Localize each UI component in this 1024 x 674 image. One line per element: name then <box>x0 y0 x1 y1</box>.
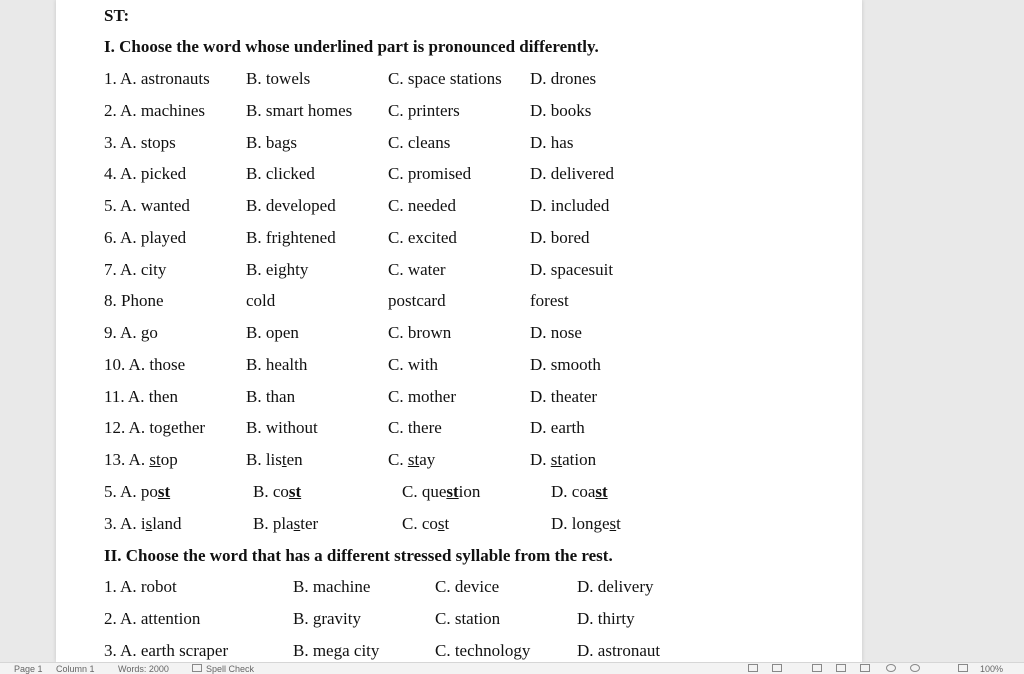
option-a: 10. A. those <box>104 355 186 374</box>
option-c: C. brown <box>388 323 452 342</box>
option-d: D. drones <box>530 69 597 88</box>
option-d: D. delivered <box>530 164 615 183</box>
option-c <box>402 478 480 506</box>
underlined-part: st <box>407 450 420 469</box>
status-spell-check[interactable]: Spell Check <box>206 664 255 674</box>
checkbox-icon[interactable] <box>192 664 202 672</box>
option-a: 12. A. together <box>104 418 206 437</box>
option-text: C. co <box>402 514 438 533</box>
option-a: 1. A. astronauts <box>104 69 210 88</box>
option-text: ter <box>300 514 319 533</box>
option-a: 3. A. stops <box>104 133 176 152</box>
option-b: B. without <box>246 418 318 437</box>
option-d: D. astronaut <box>577 641 661 660</box>
option-text: B. lis <box>246 450 282 469</box>
option-b: B. mega city <box>293 641 380 660</box>
option-text: ay <box>419 450 436 469</box>
option-c: C. needed <box>388 196 456 215</box>
option-c <box>388 446 435 474</box>
option-b <box>246 446 303 474</box>
option-c: C. device <box>435 577 500 596</box>
option-a: 9. A. go <box>104 323 158 342</box>
option-d: forest <box>530 291 569 310</box>
option-b: B. towels <box>246 69 311 88</box>
option-b: B. eighty <box>246 260 309 279</box>
option-d: D. nose <box>530 323 582 342</box>
option-b: B. open <box>246 323 299 342</box>
option-a: 2. A. machines <box>104 101 206 120</box>
underlined-part: s <box>145 514 153 533</box>
underlined-part: s <box>437 514 445 533</box>
option-c: C. water <box>388 260 446 279</box>
option-a <box>104 478 170 506</box>
globe-icon[interactable] <box>886 664 896 672</box>
option-c: C. printers <box>388 101 460 120</box>
split-view-icon[interactable] <box>860 664 870 672</box>
option-d: D. thirty <box>577 609 635 628</box>
option-text: 5. A. po <box>104 482 158 501</box>
option-text: land <box>152 514 182 533</box>
option-b: cold <box>246 291 276 310</box>
option-d: D. delivery <box>577 577 654 596</box>
option-text: op <box>160 450 178 469</box>
option-text: B. pla <box>253 514 294 533</box>
document-page <box>56 0 862 662</box>
option-c: C. there <box>388 418 442 437</box>
option-d: D. earth <box>530 418 585 437</box>
option-c: C. cleans <box>388 133 451 152</box>
option-b: B. bags <box>246 133 297 152</box>
option-a: 7. A. city <box>104 260 167 279</box>
option-text: ation <box>562 450 597 469</box>
option-b: B. machine <box>293 577 371 596</box>
option-b: B. frightened <box>246 228 336 247</box>
underlined-part: s <box>293 514 301 533</box>
option-b <box>253 478 301 506</box>
status-bar <box>0 662 1024 674</box>
option-text: en <box>286 450 303 469</box>
option-text: t <box>444 514 450 533</box>
option-text: D. longe <box>551 514 610 533</box>
option-d: D. has <box>530 133 574 152</box>
web-layout-icon[interactable] <box>772 664 782 672</box>
zoom-level[interactable]: 100% <box>980 664 1004 674</box>
option-b: B. smart homes <box>246 101 353 120</box>
option-text: C. que <box>402 482 447 501</box>
option-text: B. co <box>253 482 289 501</box>
option-d <box>551 478 608 506</box>
option-text: C. <box>388 450 408 469</box>
option-c: C. station <box>435 609 501 628</box>
fit-page-icon[interactable] <box>958 664 968 672</box>
st-heading: ST: <box>104 6 130 25</box>
underlined-part: st <box>149 450 161 469</box>
status-word-count[interactable]: Words: 2000 <box>118 664 169 674</box>
option-d: D. books <box>530 101 592 120</box>
underlined-part: st <box>595 482 608 501</box>
option-a: 4. A. picked <box>104 164 187 183</box>
option-b: B. developed <box>246 196 336 215</box>
option-b <box>253 510 318 538</box>
underlined-part: s <box>609 514 617 533</box>
option-d <box>551 510 621 538</box>
underlined-part: st <box>446 482 459 501</box>
outline-icon[interactable] <box>836 664 846 672</box>
option-c: C. excited <box>388 228 457 247</box>
status-section[interactable]: Column 1 <box>56 664 95 674</box>
read-mode-icon[interactable] <box>748 664 758 672</box>
option-text: 13. A. <box>104 450 150 469</box>
option-d: D. spacesuit <box>530 260 614 279</box>
underlined-part: st <box>157 482 171 501</box>
option-c: C. space stations <box>388 69 502 88</box>
option-a: 1. A. robot <box>104 577 177 596</box>
option-text: D. <box>530 450 551 469</box>
section1-title: I. Choose the word whose underlined part is pronounced differently. <box>104 37 599 56</box>
option-a: 5. A. wanted <box>104 196 190 215</box>
option-a: 6. A. played <box>104 228 187 247</box>
eye-protection-icon[interactable] <box>910 664 920 672</box>
option-text: t <box>616 514 621 533</box>
option-b: B. health <box>246 355 308 374</box>
option-c <box>402 510 449 538</box>
underlined-part: st <box>288 482 302 501</box>
option-d: D. bored <box>530 228 590 247</box>
option-c: postcard <box>388 291 446 310</box>
option-text: 3. A. i <box>104 514 146 533</box>
option-a: 8. Phone <box>104 291 164 310</box>
option-d <box>530 446 596 474</box>
option-a: 2. A. attention <box>104 609 201 628</box>
option-a: 3. A. earth scraper <box>104 641 229 660</box>
status-page[interactable]: Page 1 <box>14 664 43 674</box>
option-b: B. clicked <box>246 164 315 183</box>
print-layout-icon[interactable] <box>812 664 822 672</box>
underlined-part: t <box>281 450 287 469</box>
option-text: D. coa <box>551 482 596 501</box>
option-d: D. included <box>530 196 610 215</box>
option-d: D. theater <box>530 387 598 406</box>
option-c: C. with <box>388 355 439 374</box>
option-c: C. technology <box>435 641 531 660</box>
underlined-part: st <box>550 450 563 469</box>
option-text: ion <box>458 482 481 501</box>
option-a: 11. A. then <box>104 387 178 406</box>
option-b: B. than <box>246 387 296 406</box>
section2-title: II. Choose the word that has a different stressed syllable from the rest. <box>104 546 613 565</box>
option-c: C. promised <box>388 164 472 183</box>
option-a <box>104 446 178 474</box>
option-a <box>104 510 181 538</box>
option-d: D. smooth <box>530 355 601 374</box>
option-b: B. gravity <box>293 609 361 628</box>
option-c: C. mother <box>388 387 456 406</box>
